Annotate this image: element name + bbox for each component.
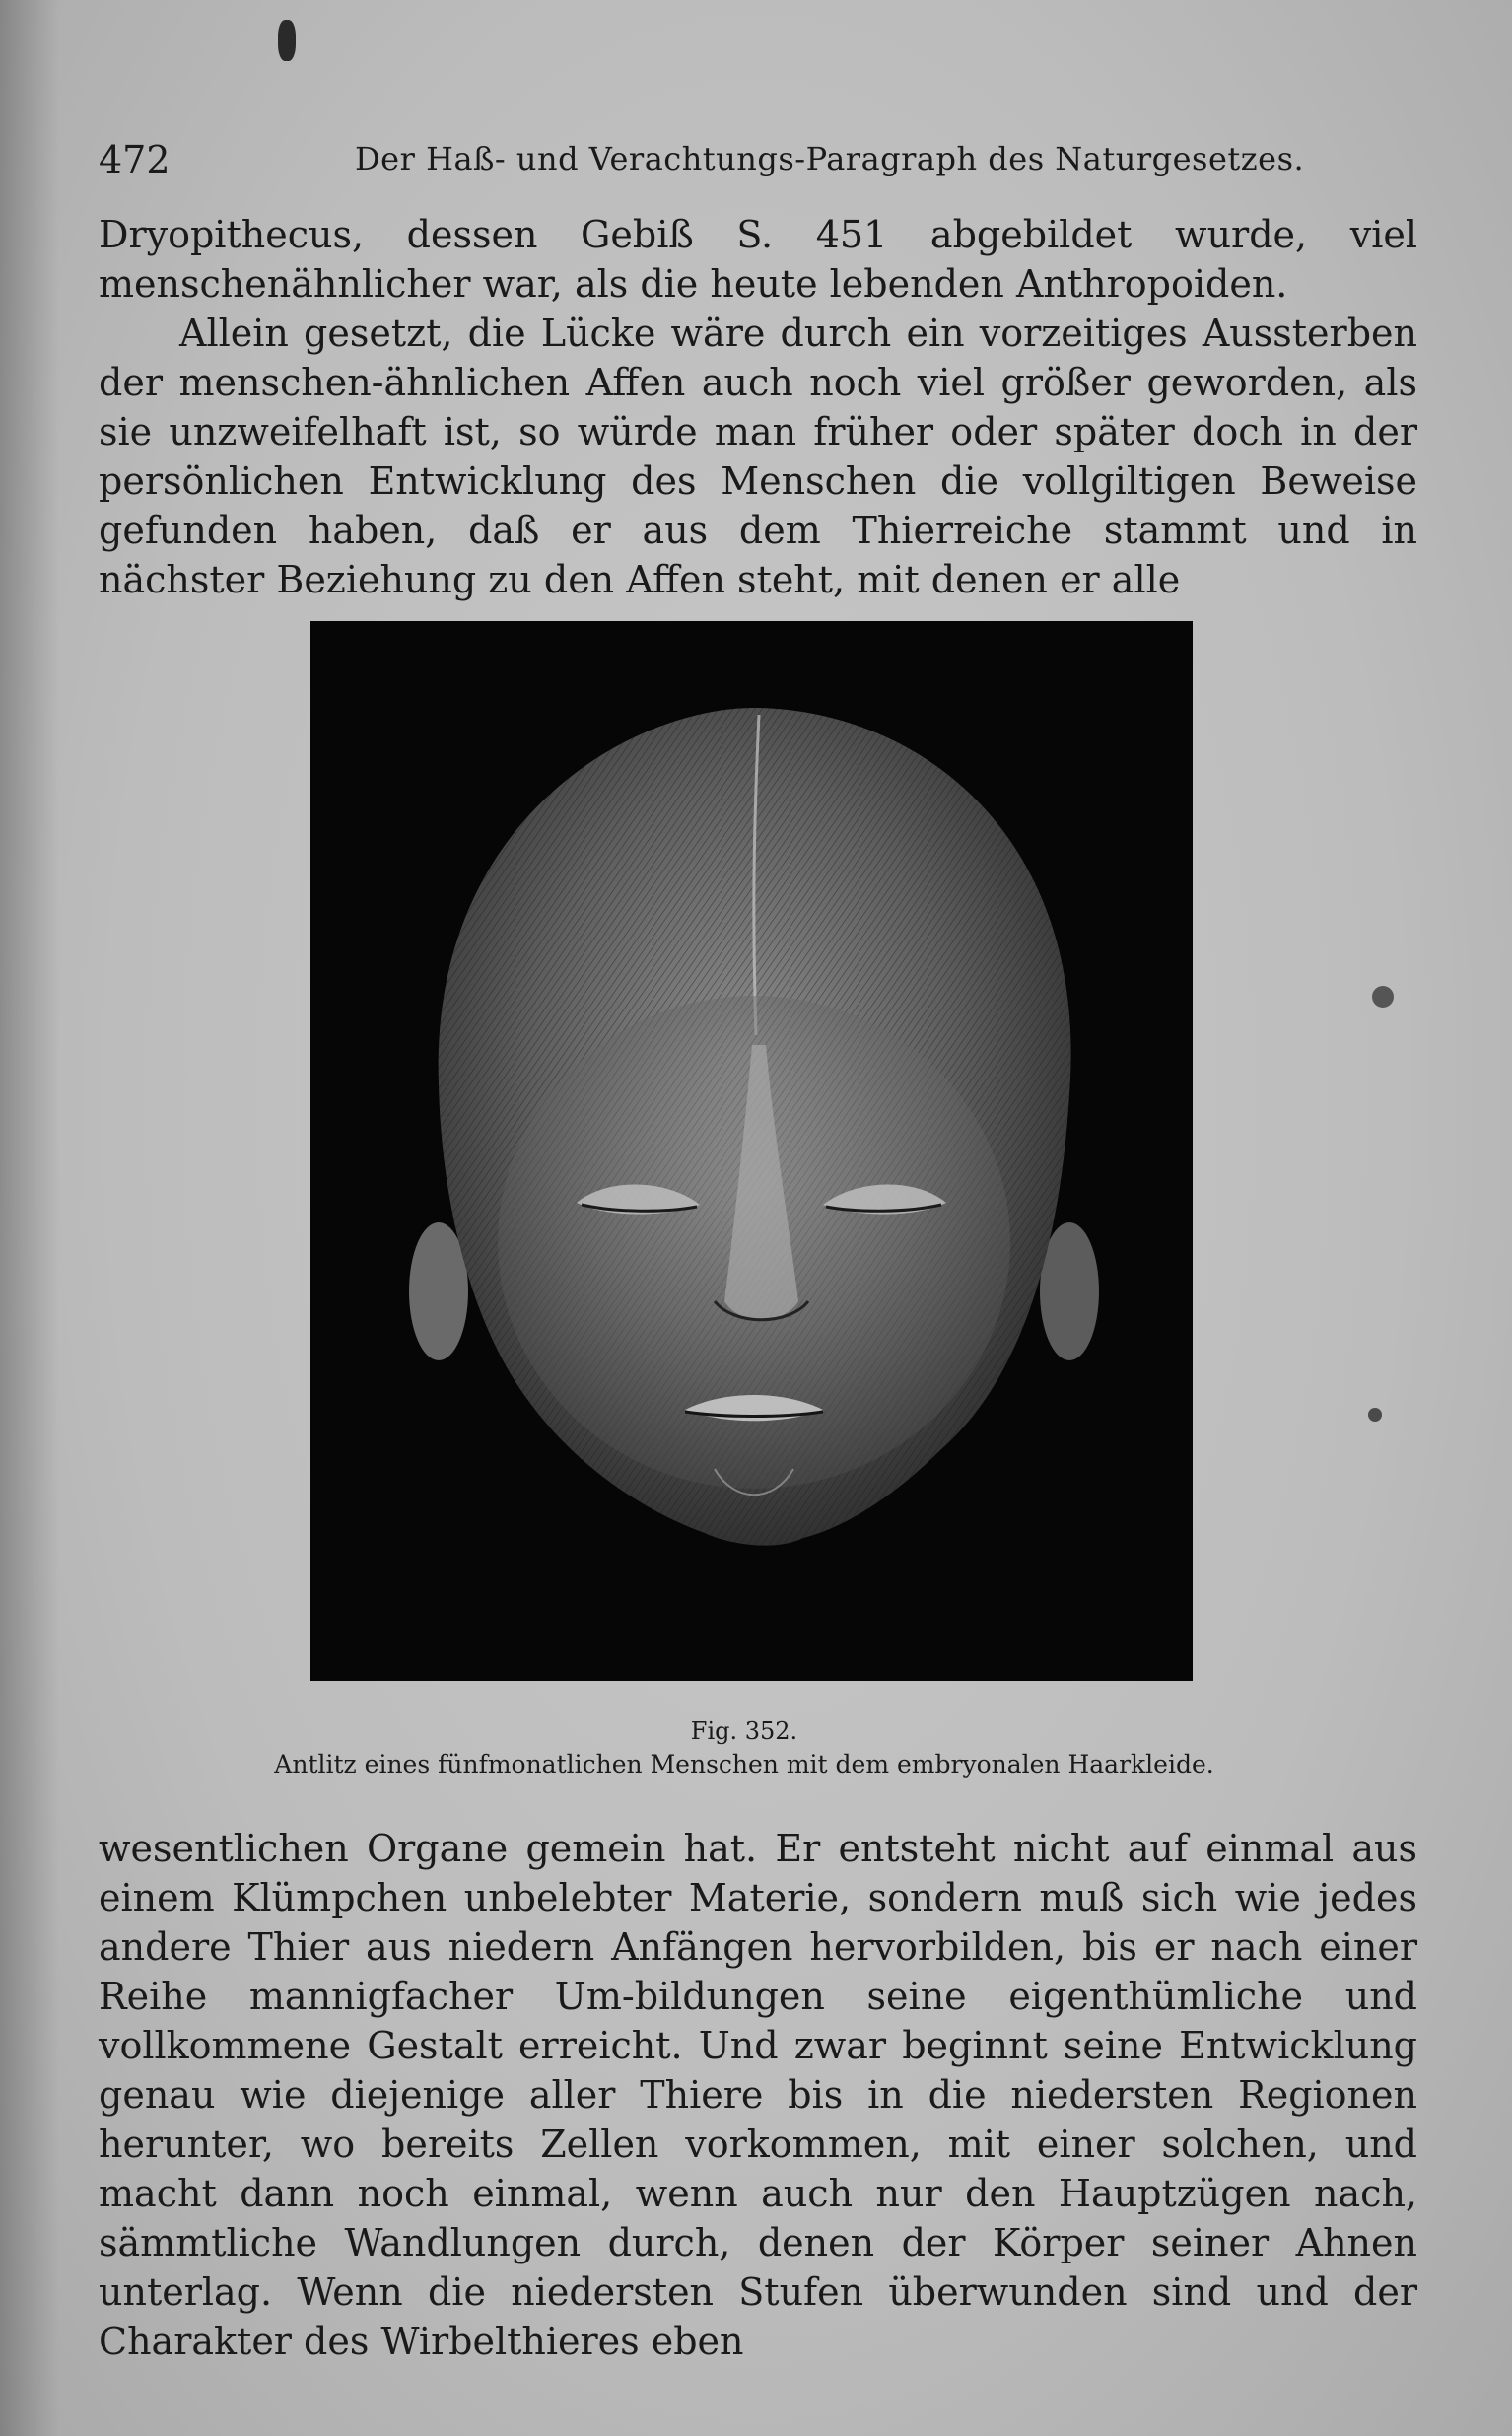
- figure-engraving: [310, 621, 1193, 1681]
- ink-speck: [1372, 986, 1394, 1008]
- page-header: [99, 138, 1419, 187]
- paragraph: Allein gesetzt, die Lücke wäre durch ein vorzeitiges Aussterben der menschen-ähnlichen Affen auch noch viel größer geworden, als sie unzweifelhaft ist, so würde man früher oder später doch in der persönlichen Entwicklung des Menschen die vollgiltigen Beweise gefunden haben, daß er aus dem Thierreiche stammt und in nächster Beziehung zu den Affen steht, mit denen er alle: [99, 312, 1417, 601]
- embryo-face-engraving: [310, 621, 1193, 1681]
- figure-label: Fig. 352.: [690, 1717, 798, 1745]
- paragraph: Dryopithecus, dessen Gebiß S. 451 abgebildet wurde, viel menschenähnlicher war, als die heute lebenden Anthropoiden.: [99, 213, 1417, 306]
- ink-speck: [1368, 1408, 1382, 1422]
- running-head: Der Haß- und Verachtungs-Paragraph des Naturgesetzes.: [355, 140, 1305, 177]
- ink-speck: [278, 20, 296, 61]
- page-edge-shadow: [0, 0, 59, 2436]
- figure-caption: Antlitz eines fünfmonatlichen Menschen mit dem embryonalen Haarkleide.: [274, 1750, 1214, 1778]
- text-block-top: [99, 210, 1417, 604]
- page-number: 472: [99, 138, 171, 181]
- paragraph: wesentlichen Organe gemein hat. Er entsteht nicht auf einmal aus einem Klümpchen unbelebter Materie, sondern muß sich wie jedes andere Thier aus niedern Anfängen hervorbilden, bis er nach einer Reihe mannigfacher Um-bildungen seine eigenthümliche und vollkommene Gestalt erreicht. Und zwar beginnt seine Entwicklung genau wie diejenige aller Thiere bis in die niedersten Regionen herunter, wo bereits Zellen vorkommen, mit einer solchen, und macht dann noch einmal, wenn auch nur den Hauptzügen nach, sämmtliche Wandlungen durch, denen der Körper seiner Ahnen unterlag. Wenn die niedersten Stufen überwunden sind und der Charakter des Wirbelthieres eben: [99, 1827, 1417, 2363]
- text-block-bottom: [99, 1824, 1417, 2366]
